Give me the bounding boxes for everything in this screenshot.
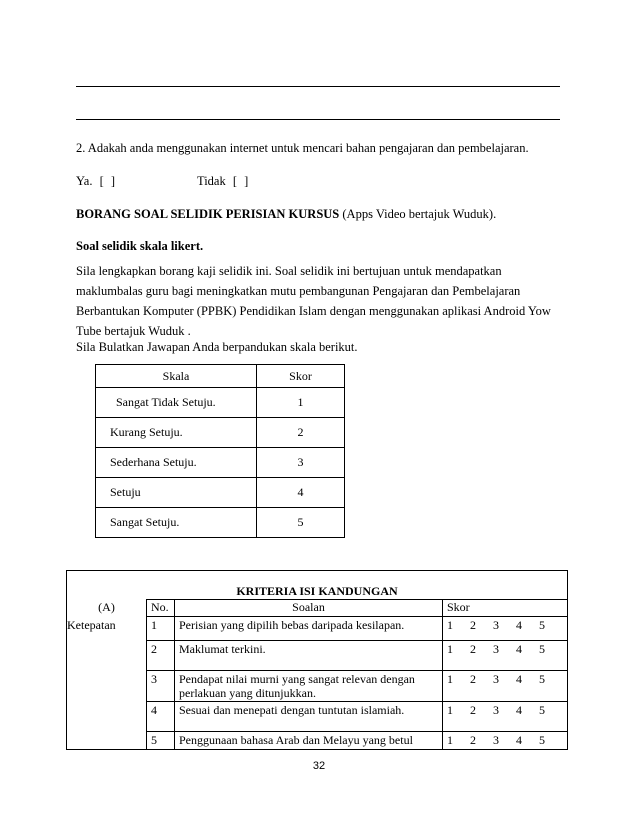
- scale-score: 4: [257, 478, 345, 508]
- scale-score: 3: [257, 448, 345, 478]
- header-question: Soalan: [175, 600, 443, 617]
- intro-line: maklumbalas guru bagi meningkatkan mutu pembangunan Pengajaran dan Pembelajaran: [76, 284, 521, 298]
- row-question: Penggunaan bahasa Arab dan Melayu yang betul: [175, 732, 443, 750]
- row-question: Pendapat nilai murni yang sangat relevan dengan: [179, 672, 415, 686]
- form-title-normal: (Apps Video bertajuk Wuduk).: [342, 207, 497, 221]
- score-option[interactable]: 1: [447, 733, 453, 747]
- score-option[interactable]: 1: [447, 703, 453, 717]
- scale-row: [96, 388, 345, 418]
- option-yes: Ya. [ ]: [76, 174, 116, 188]
- scale-label: Sangat Tidak Setuju.: [96, 388, 257, 418]
- likert-heading: Soal selidik skala likert.: [76, 239, 204, 253]
- score-option[interactable]: 5: [539, 733, 545, 747]
- intro-line: Tube bertajuk Wuduk .: [76, 324, 191, 338]
- scale-label: Sederhana Setuju.: [96, 448, 257, 478]
- scale-table: [95, 364, 345, 538]
- row-no: 4: [147, 702, 175, 732]
- criteria-row: [67, 617, 568, 641]
- section-spacer: [67, 671, 147, 702]
- score-option[interactable]: 1: [447, 672, 453, 686]
- answer-line-1: [76, 86, 560, 87]
- criteria-table: [66, 570, 568, 750]
- page-number: 32: [312, 760, 326, 772]
- score-option[interactable]: 3: [493, 618, 499, 632]
- score-option[interactable]: 2: [470, 672, 476, 686]
- row-no: 2: [147, 641, 175, 671]
- scale-label: Kurang Setuju.: [96, 418, 257, 448]
- intro-line: Sila lengkapkan borang kaji selidik ini. Soal selidik ini bertujuan untuk mendapatkan: [76, 264, 502, 278]
- section-code: (A): [67, 600, 147, 617]
- row-no: 3: [147, 671, 175, 702]
- score-option[interactable]: 5: [539, 618, 545, 632]
- criteria-row: [67, 671, 568, 702]
- score-option[interactable]: 2: [470, 703, 476, 717]
- score-option[interactable]: 3: [493, 733, 499, 747]
- section-spacer: [67, 641, 147, 671]
- scale-score: 5: [257, 508, 345, 538]
- row-score-options: [443, 671, 568, 702]
- row-question-multiline: [175, 671, 443, 702]
- scale-row: [96, 478, 345, 508]
- score-option[interactable]: 5: [539, 703, 545, 717]
- score-option[interactable]: 4: [516, 703, 522, 717]
- scale-score: 1: [257, 388, 345, 418]
- score-option[interactable]: 4: [516, 642, 522, 656]
- form-title: [76, 207, 496, 222]
- header-no: No.: [147, 600, 175, 617]
- criteria-row: [67, 732, 568, 750]
- criteria-header-row: [67, 600, 568, 617]
- row-question: Perisian yang dipilih bebas daripada kesilapan.: [175, 617, 443, 641]
- score-option[interactable]: 3: [493, 703, 499, 717]
- scale-row: [96, 418, 345, 448]
- scale-score: 2: [257, 418, 345, 448]
- score-option[interactable]: 2: [470, 642, 476, 656]
- section-spacer: [67, 702, 147, 732]
- section-name: Ketepatan: [67, 617, 147, 641]
- score-option[interactable]: 2: [470, 733, 476, 747]
- row-no: 1: [147, 617, 175, 641]
- criteria-title: KRITERIA ISI KANDUNGAN: [67, 571, 568, 600]
- score-option[interactable]: 5: [539, 642, 545, 656]
- intro-paragraph: [76, 261, 551, 341]
- criteria-row: [67, 641, 568, 671]
- row-score-options: [443, 617, 568, 641]
- scale-header-skor: Skor: [257, 365, 345, 388]
- question-2-text: 2. Adakah anda menggunakan internet untuk mencari bahan pengajaran dan pembelajaran.: [76, 141, 529, 155]
- option-no: Tidak [ ]: [197, 174, 249, 188]
- score-option[interactable]: 1: [447, 642, 453, 656]
- section-spacer: [67, 732, 147, 750]
- scale-header-skala: Skala: [96, 365, 257, 388]
- score-option[interactable]: 1: [447, 618, 453, 632]
- row-question-line2: perlakuan yang ditunjukkan.: [179, 686, 316, 700]
- score-option[interactable]: 2: [470, 618, 476, 632]
- row-score-options: [443, 702, 568, 732]
- header-score: Skor: [443, 600, 568, 617]
- instruction-text: Sila Bulatkan Jawapan Anda berpandukan skala berikut.: [76, 340, 358, 354]
- score-option[interactable]: 4: [516, 618, 522, 632]
- row-no: 5: [147, 732, 175, 750]
- answer-line-2: [76, 119, 560, 120]
- score-option[interactable]: 3: [493, 642, 499, 656]
- row-score-options: [443, 732, 568, 750]
- scale-row: [96, 508, 345, 538]
- criteria-title-row: [67, 571, 568, 600]
- scale-row: [96, 448, 345, 478]
- intro-line: Berbantukan Komputer (PPBK) Pendidikan Islam dengan menggunakan aplikasi Android Yow: [76, 304, 551, 318]
- score-option[interactable]: 4: [516, 672, 522, 686]
- score-option[interactable]: 5: [539, 672, 545, 686]
- criteria-row: [67, 702, 568, 732]
- row-question: Sesuai dan menepati dengan tuntutan islamiah.: [175, 702, 443, 732]
- row-question: Maklumat terkini.: [175, 641, 443, 671]
- scale-header-row: [96, 365, 345, 388]
- form-title-bold: BORANG SOAL SELIDIK PERISIAN KURSUS: [76, 207, 340, 221]
- row-score-options: [443, 641, 568, 671]
- scale-label: Sangat Setuju.: [96, 508, 257, 538]
- score-option[interactable]: 3: [493, 672, 499, 686]
- scale-label: Setuju: [96, 478, 257, 508]
- score-option[interactable]: 4: [516, 733, 522, 747]
